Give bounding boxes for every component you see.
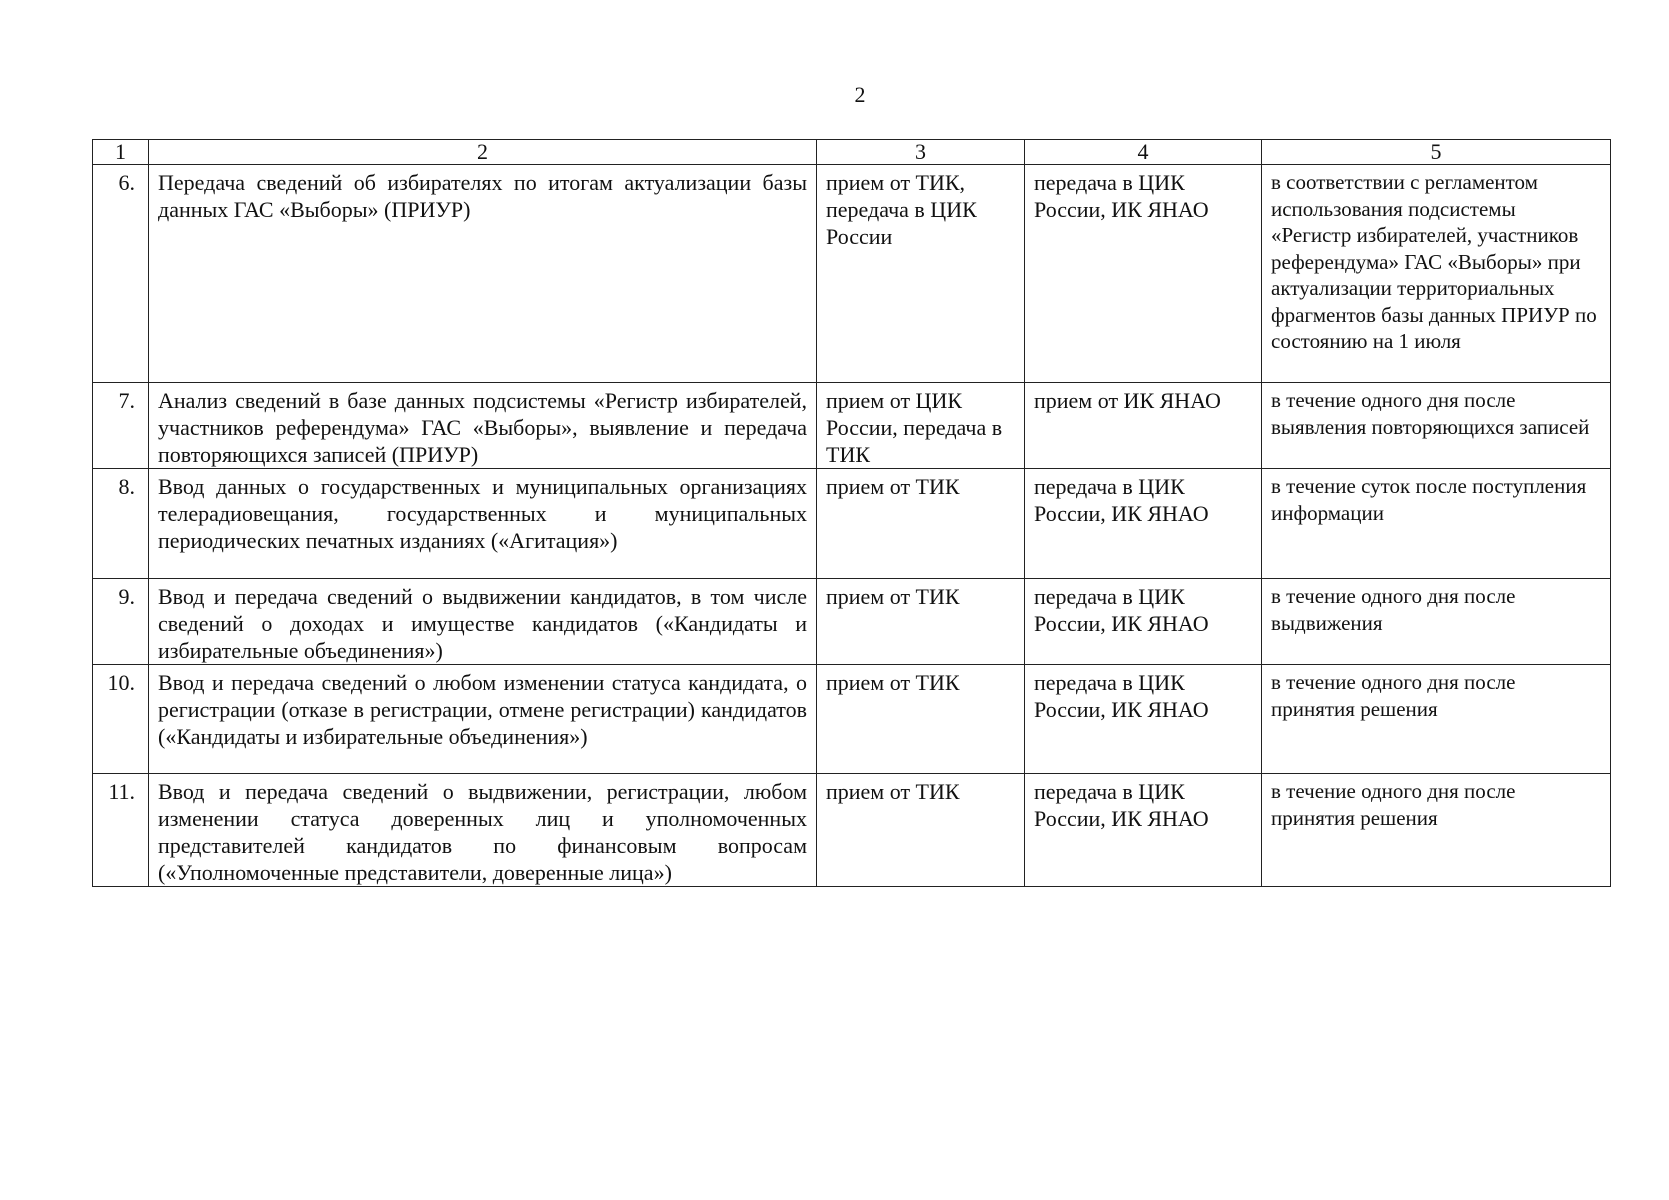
- table-row: [93, 774, 1611, 887]
- row-col3: прием от ТИК: [817, 774, 1025, 887]
- column-header: 4: [1025, 140, 1262, 165]
- row-col5: в течение одного дня после выявления повторяющихся записей: [1262, 383, 1611, 469]
- row-col4: передача в ЦИК России, ИК ЯНАО: [1025, 165, 1262, 383]
- row-description: Передача сведений об избирателях по итогам актуализации базы данных ГАС «Выборы» (ПРИУР): [149, 165, 817, 383]
- page-number: 2: [854, 82, 866, 107]
- row-description: Анализ сведений в базе данных подсистемы «Регистр избирателей, участников референдума» ГАС «Выборы», выявление и передача повторяющихся записей (ПРИУР): [149, 383, 817, 469]
- row-description: Ввод и передача сведений о выдвижении кандидатов, в том числе сведений о доходах и имуществе кандидатов («Кандидаты и избирательные объединения»): [149, 579, 817, 665]
- row-col4: передача в ЦИК России, ИК ЯНАО: [1025, 665, 1262, 774]
- row-col4: передача в ЦИК России, ИК ЯНАО: [1025, 469, 1262, 579]
- row-col3: прием от ЦИК России, передача в ТИК: [817, 383, 1025, 469]
- table-row: [93, 383, 1611, 469]
- row-col3: прием от ТИК: [817, 579, 1025, 665]
- column-header: 5: [1262, 140, 1611, 165]
- table-row: [93, 469, 1611, 579]
- row-col4: передача в ЦИК России, ИК ЯНАО: [1025, 579, 1262, 665]
- column-header: 3: [817, 140, 1025, 165]
- column-header: 2: [149, 140, 817, 165]
- row-col5: в течение суток после поступления информации: [1262, 469, 1611, 579]
- row-col4: прием от ИК ЯНАО: [1025, 383, 1262, 469]
- row-col5: в течение одного дня после принятия решения: [1262, 665, 1611, 774]
- table-row: [93, 165, 1611, 383]
- row-number: 9.: [93, 579, 149, 665]
- row-description: Ввод и передача сведений о любом изменении статуса кандидата, о регистрации (отказе в регистрации, отмене регистрации) кандидатов («Кандидаты и избирательные объединения»): [149, 665, 817, 774]
- row-number: 8.: [93, 469, 149, 579]
- row-number: 11.: [93, 774, 149, 887]
- schedule-table: [92, 139, 1611, 887]
- table-header-row: [93, 140, 1611, 165]
- row-description: Ввод данных о государственных и муниципальных организациях телерадиовещания, государственных и муниципальных периодических печатных изданиях («Агитация»): [149, 469, 817, 579]
- row-col3: прием от ТИК, передача в ЦИК России: [817, 165, 1025, 383]
- table-row: [93, 579, 1611, 665]
- row-number: 7.: [93, 383, 149, 469]
- column-header: 1: [93, 140, 149, 165]
- row-col3: прием от ТИК: [817, 469, 1025, 579]
- table-row: [93, 665, 1611, 774]
- row-col5: в соответствии с регламентом использования подсистемы «Регистр избирателей, участников референдума» ГАС «Выборы» при актуализации территориальных фрагментов базы данных ПРИУР по состоянию на 1 июля: [1262, 165, 1611, 383]
- row-number: 6.: [93, 165, 149, 383]
- row-col3: прием от ТИК: [817, 665, 1025, 774]
- row-description: Ввод и передача сведений о выдвижении, регистрации, любом изменении статуса доверенных лиц и уполномоченных представителей кандидатов по финансовым вопросам («Уполномоченные представители, доверенные лица»): [149, 774, 817, 887]
- row-col5: в течение одного дня после принятия решения: [1262, 774, 1611, 887]
- row-col4: передача в ЦИК России, ИК ЯНАО: [1025, 774, 1262, 887]
- row-col5: в течение одного дня после выдвижения: [1262, 579, 1611, 665]
- row-number: 10.: [93, 665, 149, 774]
